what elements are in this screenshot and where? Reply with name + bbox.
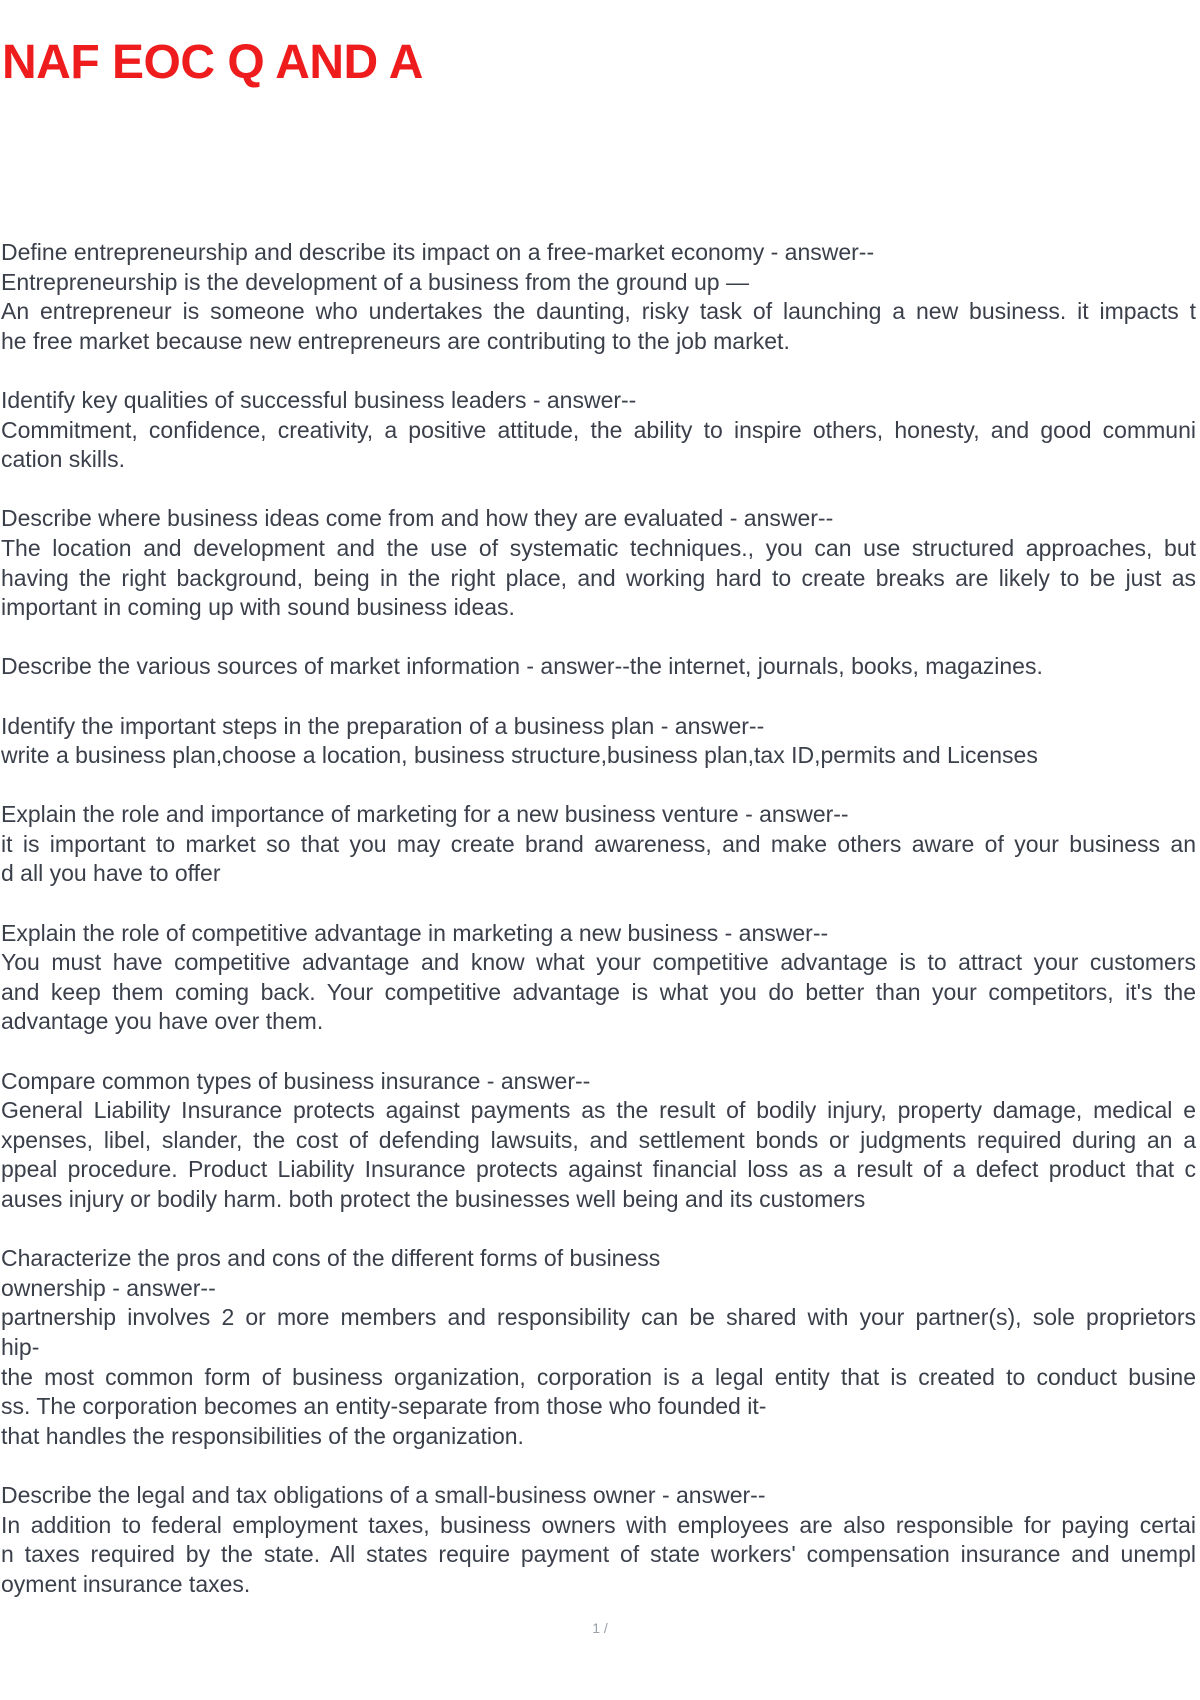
text-line: Identify key qualities of successful business leaders - answer--: [1, 386, 637, 413]
qa-block: [1, 712, 1196, 771]
text-line: cation skills.: [1, 446, 125, 473]
text-line: ppeal procedure. Product Liability Insurance protects against financial loss as a result of a defect product that c: [1, 1156, 1196, 1183]
qa-block: [1, 1067, 1196, 1215]
text-line: xpenses, libel, slander, the cost of defending lawsuits, and settlement bonds or judgments required during an a: [1, 1126, 1196, 1153]
text-line: he free market because new entrepreneurs are contributing to the job market.: [1, 327, 790, 354]
text-line: and keep them coming back. Your competitive advantage is what you do better than your competitors, it's the: [1, 978, 1196, 1005]
text-line: ss. The corporation becomes an entity-separate from those who founded it-: [1, 1393, 767, 1420]
text-line: that handles the responsibilities of the organization.: [1, 1422, 524, 1449]
document-title: NAF EOC Q AND A: [2, 36, 423, 89]
text-line: oyment insurance taxes.: [1, 1570, 251, 1597]
text-line: Characterize the pros and cons of the different forms of business: [1, 1245, 661, 1272]
text-line: having the right background, being in the right place, and working hard to create breaks are likely to be just as: [1, 564, 1196, 591]
text-line: Define entrepreneurship and describe its impact on a free-market economy - answer--: [1, 239, 875, 265]
qa-block: [1, 386, 1196, 475]
qa-block: [1, 652, 1196, 682]
text-line: auses injury or bodily harm. both protect the businesses well being and its customers: [1, 1186, 866, 1212]
text-line: partnership involves 2 or more members and responsibility can be shared with your partner(s), sole proprietors: [1, 1304, 1196, 1331]
text-line: Explain the role and importance of marketing for a new business venture - answer--: [1, 801, 849, 828]
qa-block: [1, 238, 1196, 356]
qa-block: [1, 1244, 1196, 1451]
text-line: General Liability Insurance protects against payments as the result of bodily injury, property damage, medical e: [1, 1097, 1196, 1124]
text-line: ownership - answer--: [1, 1274, 216, 1301]
text-line: You must have competitive advantage and know what your competitive advantage is to attract your customers: [1, 949, 1196, 976]
text-line: Entrepreneurship is the development of a business from the ground up —: [1, 268, 749, 295]
qa-block: [1, 800, 1196, 889]
text-line: Describe where business ideas come from and how they are evaluated - answer--: [1, 505, 834, 532]
text-line: hip-: [1, 1333, 40, 1360]
qa-block: [1, 1481, 1196, 1599]
text-line: Identify the important steps in the preparation of a business plan - answer--: [1, 712, 765, 739]
text-line: Describe the various sources of market information - answer--the internet, journals, books, magazines.: [1, 653, 1043, 680]
text-line: Compare common types of business insurance - answer--: [1, 1067, 591, 1094]
text-line: important in coming up with sound business ideas.: [1, 594, 515, 621]
text-line: it is important to market so that you may create brand awareness, and make others aware of your business an: [1, 830, 1196, 857]
text-line: Explain the role of competitive advantage in marketing a new business - answer--: [1, 919, 829, 946]
qa-list: [1, 238, 1196, 1629]
text-line: Commitment, confidence, creativity, a positive attitude, the ability to inspire others, honesty, and good communi: [1, 416, 1196, 443]
text-line: Describe the legal and tax obligations of a small-business owner - answer--: [1, 1481, 766, 1508]
text-line: n taxes required by the state. All states require payment of state workers' compensation insurance and unempl: [1, 1541, 1196, 1568]
text-line: the most common form of business organization, corporation is a legal entity that is created to conduct busine: [1, 1363, 1196, 1390]
text-line: The location and development and the use of systematic techniques., you can use structured approaches, but: [1, 534, 1196, 561]
qa-block: [1, 504, 1196, 622]
text-line: advantage you have over them.: [1, 1008, 324, 1035]
qa-block: [1, 919, 1196, 1037]
text-line: d all you have to offer: [1, 860, 221, 887]
text-line: In addition to federal employment taxes, business owners with employees are also responsible for paying certai: [1, 1511, 1196, 1538]
text-line: An entrepreneur is someone who undertakes the daunting, risky task of launching a new business. it impacts t: [1, 298, 1196, 325]
page-number: 1 /: [592, 1620, 608, 1636]
text-line: write a business plan,choose a location, business structure,business plan,tax ID,permits and Licenses: [1, 742, 1038, 769]
